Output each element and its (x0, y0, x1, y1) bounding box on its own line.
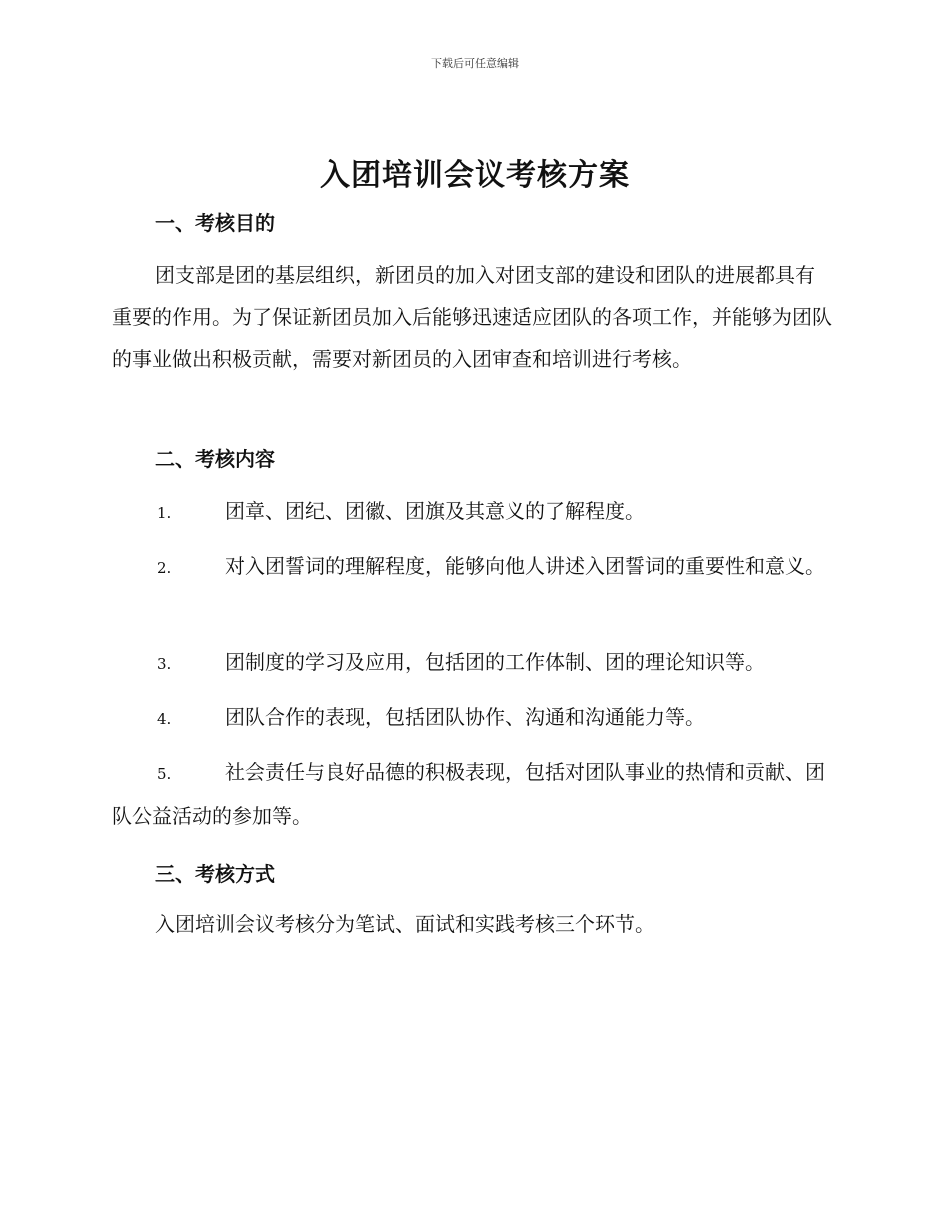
content-item-1 (112, 490, 834, 534)
item-number: 3. (157, 655, 172, 673)
content-item-2 (112, 545, 834, 589)
section-heading-method: 三、考核方式 (155, 862, 275, 886)
item-number: 2. (157, 559, 172, 577)
item-number: 4. (157, 710, 172, 728)
content-item-4 (112, 696, 834, 740)
item-number: 5. (157, 765, 172, 783)
item-text: 社会责任与良好品德的积极表现，包括对团队事业的热情和贡献、团队公益活动的参加等。 (112, 760, 825, 828)
item-text: 对入团誓词的理解程度，能够向他人讲述入团誓词的重要性和意义。 (225, 554, 825, 578)
purpose-paragraph: 团支部是团的基层组织，新团员的加入对团支部的建设和团队的进展都具有重要的作用。为了保证新团员加入后能够迅速适应团队的各项工作，并能够为团队的事业做出积极贡献，需要对新团员的入团审查和培训进行考核。 (112, 263, 832, 371)
method-paragraph: 入团培训会议考核分为笔试、面试和实践考核三个环节。 (155, 912, 655, 936)
item-text: 团章、团纪、团徽、团旗及其意义的了解程度。 (225, 499, 645, 523)
item-text: 团制度的学习及应用，包括团的工作体制、团的理论知识等。 (225, 650, 765, 674)
item-text: 团队合作的表现，包括团队协作、沟通和沟通能力等。 (225, 705, 705, 729)
section-heading-content: 二、考核内容 (155, 447, 275, 471)
header-note: 下载后可任意编辑 (431, 57, 519, 70)
section-heading-purpose: 一、考核目的 (155, 211, 275, 235)
content-item-5 (112, 751, 834, 837)
document-title: 入团培训会议考核方案 (320, 158, 630, 193)
content-item-3 (112, 641, 834, 685)
item-number: 1. (157, 504, 172, 522)
